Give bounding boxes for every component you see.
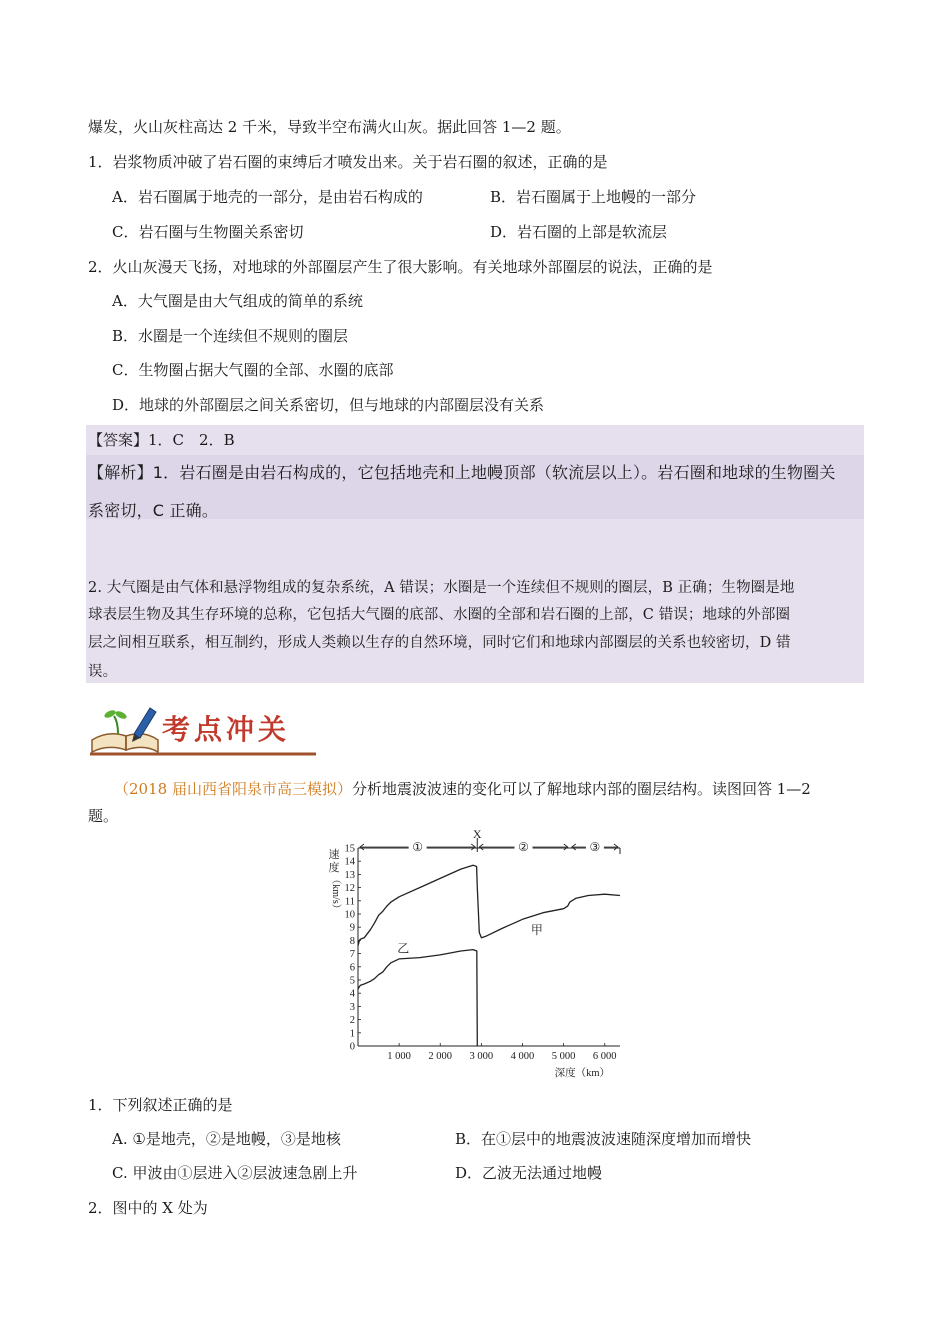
layer-label: ② bbox=[518, 840, 529, 854]
series-line-jia bbox=[358, 865, 620, 946]
y-tick-label: 10 bbox=[344, 909, 355, 921]
x-tick-label: 4 000 bbox=[510, 1051, 535, 1062]
y-tick-label: 6 bbox=[349, 962, 355, 974]
x-tick-label: 2 000 bbox=[428, 1051, 453, 1062]
question-1-option-c: C．岩石圈与生物圈关系密切 bbox=[112, 223, 304, 241]
y-axis-label-char: 度 bbox=[328, 862, 340, 874]
question-2-option-b: B．水圈是一个连续但不规则的圈层 bbox=[112, 327, 349, 345]
x-tick-label: 1 000 bbox=[387, 1051, 411, 1062]
y-axis-unit: （km/s） bbox=[330, 874, 341, 914]
series-label-yi: 乙 bbox=[397, 941, 410, 956]
y-tick-label: 3 bbox=[349, 1001, 355, 1013]
y-tick-label: 1 bbox=[349, 1028, 355, 1040]
question-1-option-d: D．岩石圈的上部是软流层 bbox=[490, 223, 668, 241]
y-tick-label: 15 bbox=[344, 843, 355, 855]
series-line-yi bbox=[358, 950, 477, 1046]
y-tick-label: 2 bbox=[349, 1015, 355, 1027]
y-tick-label: 13 bbox=[344, 869, 355, 881]
y-tick-label: 7 bbox=[349, 949, 355, 961]
question-2-stem: 2．火山灰漫天飞扬，对地球的外部圈层产生了很大影响。有关地球外部圈层的说法，正确的是 bbox=[88, 258, 713, 276]
question-2-option-c: C．生物圈占据大气圈的全部、水圈的底部 bbox=[112, 361, 394, 379]
analysis-2-line-a: 2. 大气圈是由气体和悬浮物组成的复杂系统，A 错误；水圈是一个连续但不规则的圈层，B 正确；生物圈是地 bbox=[88, 580, 795, 596]
series-label-jia: 甲 bbox=[530, 922, 543, 937]
practice-q1-stem: 1．下列叙述正确的是 bbox=[88, 1096, 233, 1114]
practice-source: （2018 届山西省阳泉市高三模拟） bbox=[114, 780, 352, 798]
layer-label: ① bbox=[412, 840, 424, 854]
practice-q1-option-c: C. 甲波由①层进入②层波速急剧上升 bbox=[112, 1164, 358, 1182]
practice-q1-option-a: A. ①是地壳，②是地幔，③是地核 bbox=[112, 1130, 341, 1148]
analysis-2-line-b: 球表层生物及其生存环境的总称，它包括大气圈的底部、水圈的全部和岩石圈的上部，C 错误；地球的外部圈 bbox=[88, 607, 791, 623]
y-axis-label-char: 速 bbox=[328, 849, 340, 861]
intro-line: 爆发，火山灰柱高达 2 千米，导致半空布满火山灰。据此回答 1—2 题。 bbox=[88, 118, 571, 136]
analysis-1-line-b: 系密切，C 正确。 bbox=[88, 501, 219, 520]
analysis-2-line-d: 误。 bbox=[88, 664, 118, 680]
question-2-option-d: D．地球的外部圈层之间关系密切，但与地球的内部圈层没有关系 bbox=[112, 396, 545, 414]
analysis-2-line-c: 层之间相互联系，相互制约，形成人类赖以生存的自然环境，同时它们和地球内部圈层的关系也较密切，D 错 bbox=[88, 635, 791, 651]
practice-q2-stem: 2．图中的 X 处为 bbox=[88, 1199, 208, 1217]
x-tick-label: 3 000 bbox=[469, 1051, 494, 1062]
practice-q1-option-d: D．乙波无法通过地幔 bbox=[455, 1164, 603, 1182]
x-tick-label: 5 000 bbox=[551, 1051, 576, 1062]
analysis-1-line-a: 【解析】1．岩石圈是由岩石构成的，它包括地壳和上地幔顶部（软流层以上）。岩石圈和地球的生物圈关 bbox=[88, 463, 836, 482]
y-tick-label: 11 bbox=[344, 896, 355, 908]
x-axis-label: 深度（km） bbox=[554, 1068, 610, 1079]
practice-intro-line-b: 题。 bbox=[88, 807, 119, 825]
boundary-label: X bbox=[472, 828, 482, 841]
y-tick-label: 0 bbox=[349, 1041, 355, 1053]
y-tick-label: 8 bbox=[349, 935, 355, 947]
layer-label: ③ bbox=[589, 840, 601, 854]
question-1-option-a: A．岩石圈属于地壳的一部分，是由岩石构成的 bbox=[112, 188, 423, 206]
question-1-stem: 1．岩浆物质冲破了岩石圈的束缚后才喷发出来。关于岩石圈的叙述，正确的是 bbox=[88, 153, 608, 171]
y-tick-label: 9 bbox=[349, 922, 355, 934]
practice-q1-option-b: B．在①层中的地震波波速随深度增加而增快 bbox=[455, 1130, 752, 1148]
question-1-option-b: B．岩石圈属于上地幔的一部分 bbox=[490, 188, 697, 206]
practice-intro-text: 分析地震波波速的变化可以了解地球内部的圈层结构。读图回答 1—2 bbox=[351, 780, 811, 798]
y-tick-label: 4 bbox=[349, 988, 355, 1000]
seismic-wave-chart bbox=[320, 828, 630, 1080]
section-title: 考点冲关 bbox=[162, 713, 291, 746]
question-2-option-a: A．大气圈是由大气组成的简单的系统 bbox=[112, 292, 363, 310]
answer-line: 【答案】1．C 2．B bbox=[88, 431, 235, 449]
x-tick-label: 6 000 bbox=[592, 1051, 617, 1062]
practice-intro-line-a bbox=[114, 778, 811, 799]
y-tick-label: 14 bbox=[344, 856, 355, 868]
y-tick-label: 12 bbox=[344, 883, 355, 895]
y-tick-label: 5 bbox=[349, 975, 355, 987]
